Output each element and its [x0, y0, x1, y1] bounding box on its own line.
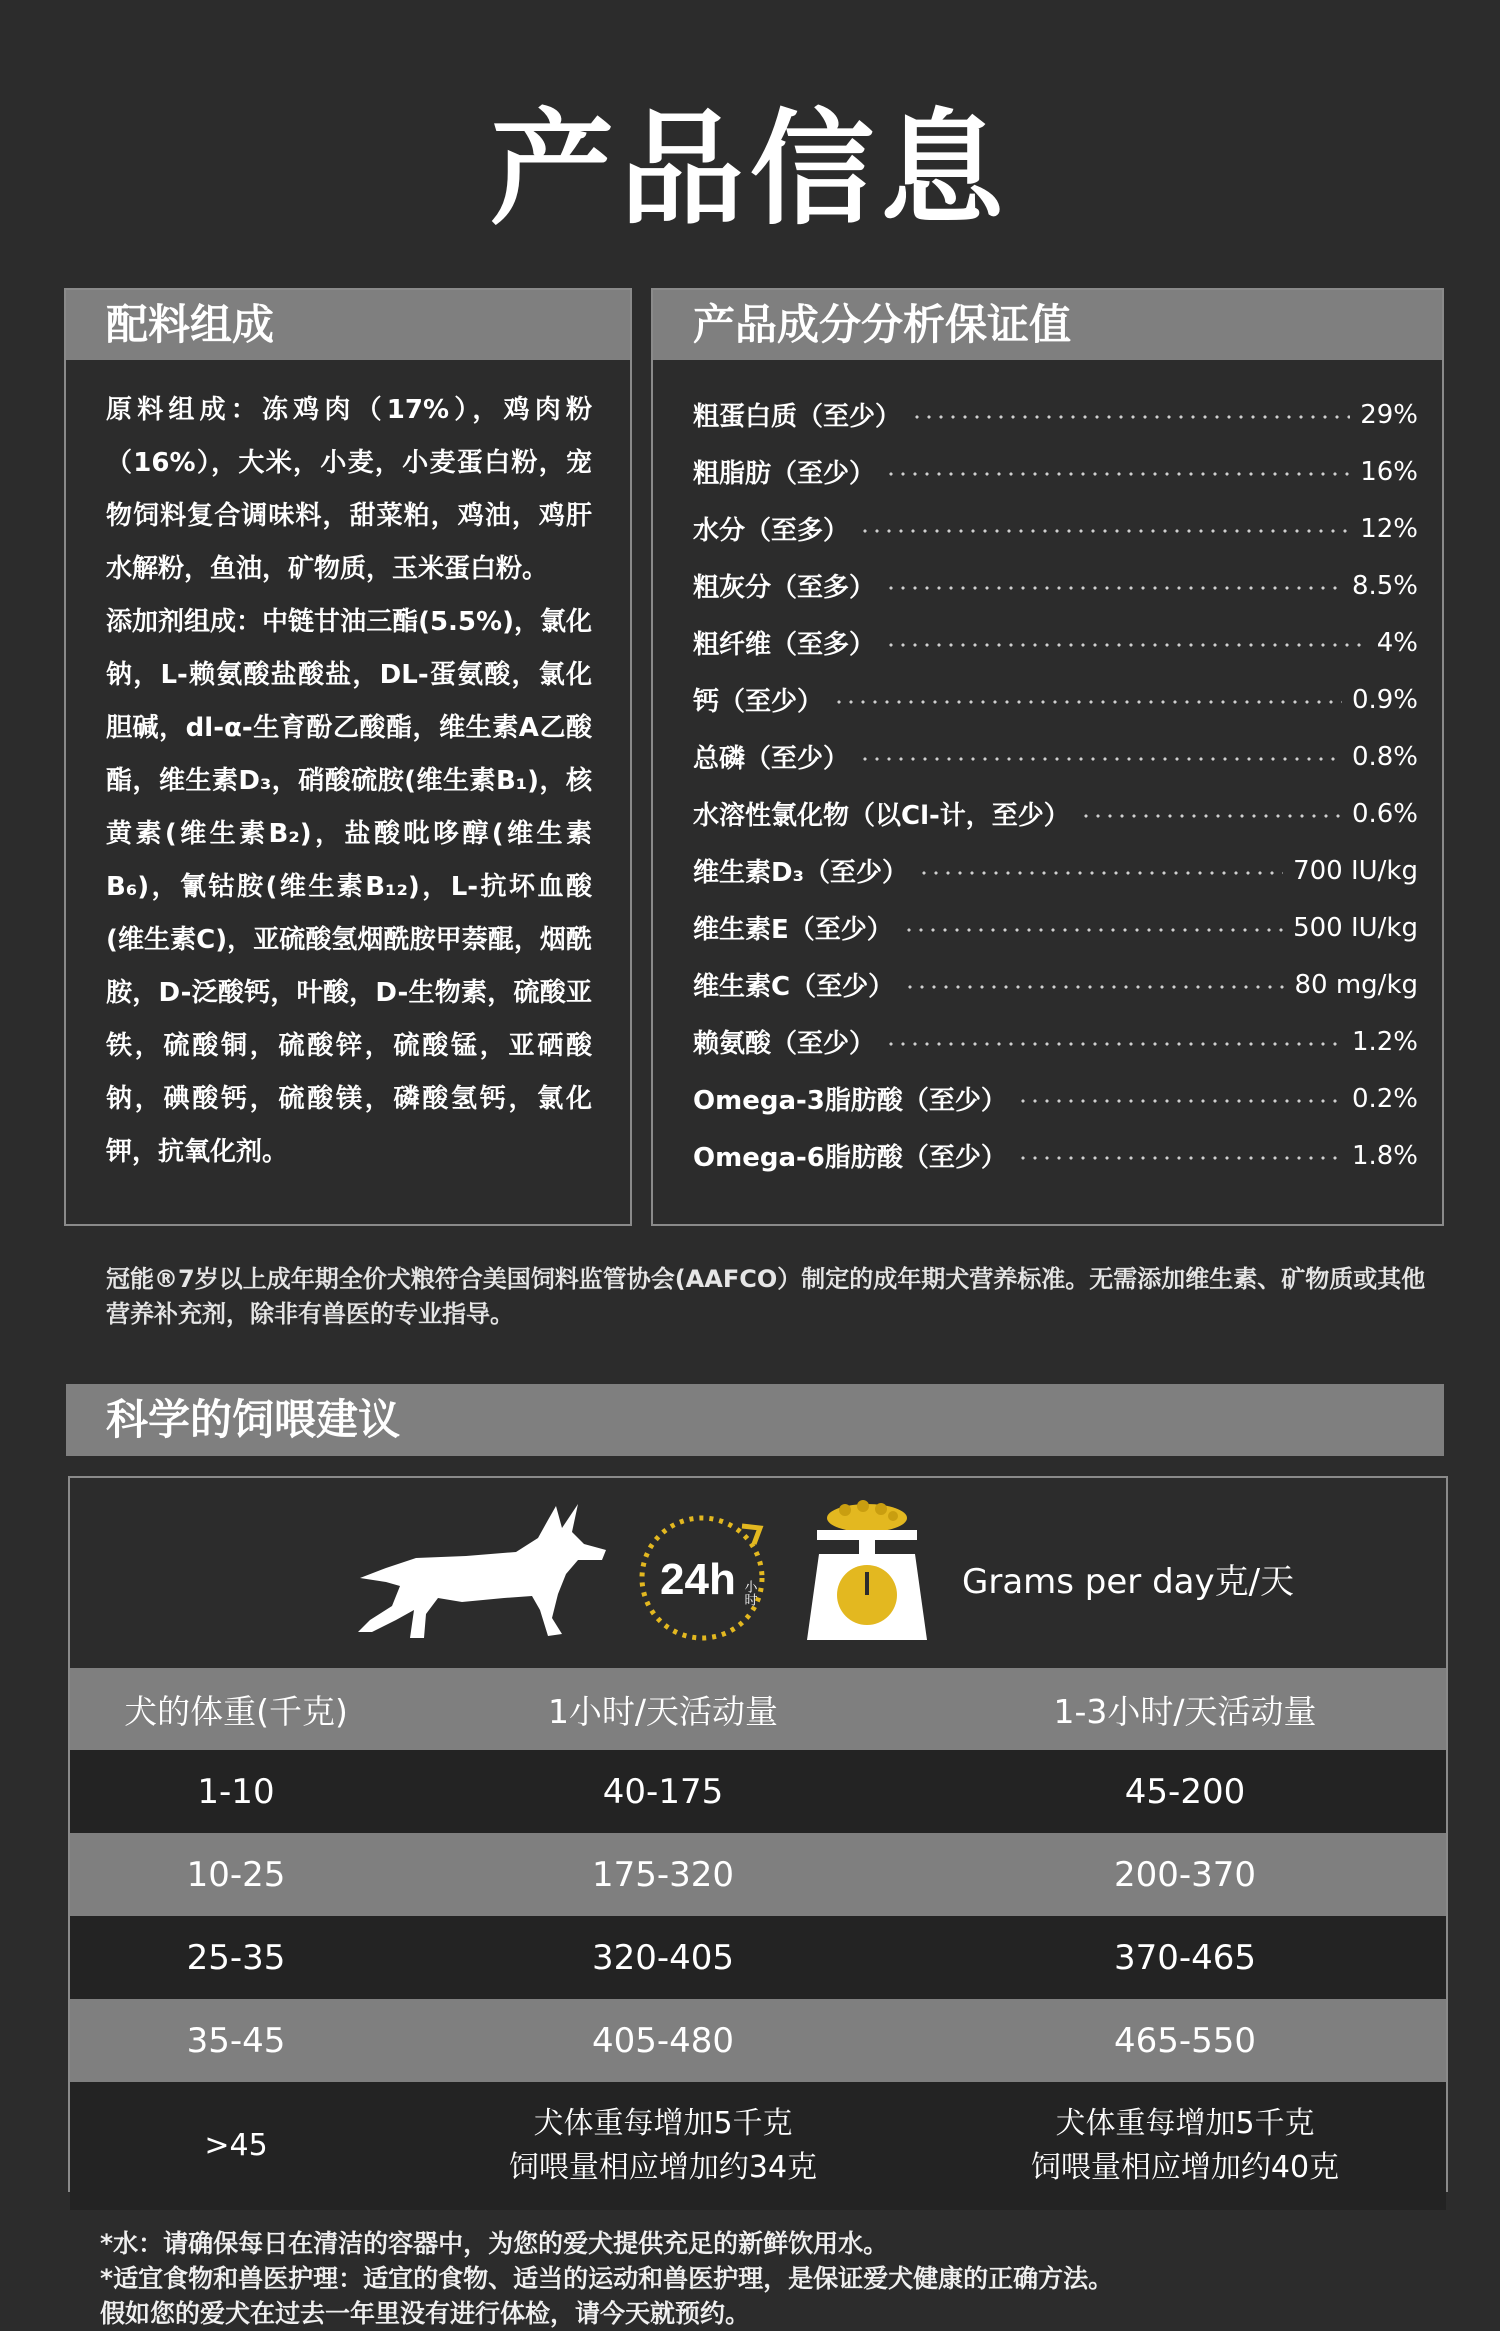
footer-notes: [100, 2226, 1460, 2331]
dotted-leader: [1017, 1156, 1342, 1160]
raw-ingredients: [106, 384, 592, 596]
dotted-leader: [918, 871, 1283, 875]
water-note: *水：请确保每日在清洁的容器中，为您的爱犬提供充足的新鲜饮用水。: [100, 2229, 889, 2258]
analysis-row: [693, 386, 1418, 443]
weight-cell: 1-10: [70, 1750, 402, 1833]
raw-ingredients-label: 原料组成：: [106, 395, 262, 425]
analysis-row: [693, 1127, 1418, 1184]
dotted-leader: [1080, 814, 1342, 818]
additives: [106, 596, 592, 1179]
analysis-name: 粗脂肪（至少）: [693, 459, 876, 489]
dotted-leader: [859, 529, 1350, 533]
header-weight: 犬的体重(千克): [70, 1668, 402, 1750]
table-row: [70, 1999, 1446, 2082]
analysis-row: [693, 500, 1418, 557]
analysis-name: 粗灰分（至多）: [693, 573, 876, 603]
dotted-leader: [885, 1042, 1342, 1046]
analysis-name: 钙（至少）: [693, 687, 824, 717]
analysis-name: 总磷（至少）: [693, 744, 850, 774]
analysis-value: 1.8%: [1351, 1140, 1418, 1171]
analysis-value: 0.8%: [1351, 741, 1418, 772]
analysis-list: [653, 360, 1442, 1184]
analysis-heading: 产品成分分析保证值: [653, 290, 1442, 360]
analysis-name: 水溶性氯化物（以Cl-计，至少）: [693, 801, 1070, 831]
amount-1-3h-line2: 饲喂量相应增加约40克: [1030, 2150, 1340, 2185]
analysis-row: [693, 1013, 1418, 1070]
dotted-leader: [885, 586, 1342, 590]
analysis-value: 8.5%: [1351, 570, 1418, 601]
analysis-value: 80 mg/kg: [1294, 969, 1418, 1000]
amount-1h-cell: [402, 2082, 924, 2210]
amount-1h-line1: 犬体重每增加5千克: [533, 2106, 793, 2141]
analysis-row: [693, 1070, 1418, 1127]
analysis-name: 粗纤维（至多）: [693, 630, 876, 660]
analysis-row: [693, 728, 1418, 785]
analysis-row: [693, 557, 1418, 614]
ingredients-panel: [64, 288, 632, 1226]
amount-1-3h-cell: 370-465: [924, 1916, 1446, 1999]
analysis-value: 4%: [1376, 627, 1418, 658]
amount-1h-cell: 405-480: [402, 1999, 924, 2082]
24h-clock-icon: [630, 1498, 780, 1648]
raw-ingredients-text: 冻鸡肉（17%），鸡肉粉（16%），大米，小麦，小麦蛋白粉，宠物饲料复合调味料，甜菜粕，鸡油，鸡肝水解粉，鱼油，矿物质，玉米蛋白粉。: [106, 395, 592, 584]
dotted-leader: [911, 415, 1350, 419]
amount-1-3h-cell: [924, 2082, 1446, 2210]
analysis-name: Omega-3脂肪酸（至少）: [693, 1086, 1007, 1116]
amount-1h-cell: 40-175: [402, 1750, 924, 1833]
page-title: 产品信息: [489, 98, 1010, 242]
amount-1h-cell: 175-320: [402, 1833, 924, 1916]
grams-per-day-label: Grams per day克/天: [962, 1562, 1295, 1602]
analysis-row: [693, 614, 1418, 671]
amount-1-3h-cell: 465-550: [924, 1999, 1446, 2082]
amount-1h-line2: 饲喂量相应增加约34克: [508, 2150, 818, 2185]
amount-1-3h-line1: 犬体重每增加5千克: [1055, 2106, 1315, 2141]
dotted-leader: [885, 643, 1367, 647]
analysis-value: 16%: [1360, 456, 1418, 487]
feeding-heading: 科学的饲喂建议: [66, 1384, 1444, 1456]
weight-cell: 35-45: [70, 1999, 402, 2082]
analysis-row: [693, 956, 1418, 1013]
analysis-value: 700 IU/kg: [1293, 855, 1418, 886]
analysis-row: [693, 785, 1418, 842]
dotted-leader: [833, 700, 1342, 704]
amount-1h-cell: 320-405: [402, 1916, 924, 1999]
feeding-icons-row: [70, 1478, 1446, 1668]
analysis-panel: [651, 288, 1444, 1226]
analysis-name: 维生素C（至少）: [693, 972, 895, 1002]
analysis-value: 12%: [1360, 513, 1418, 544]
amount-1-3h-cell: 200-370: [924, 1833, 1446, 1916]
analysis-name: 维生素E（至少）: [693, 915, 893, 945]
analysis-row: [693, 671, 1418, 728]
analysis-row: [693, 899, 1418, 956]
feeding-table-header: [70, 1668, 1446, 1750]
weight-cell: >45: [70, 2082, 402, 2210]
analysis-value: 29%: [1360, 399, 1418, 430]
feeding-table: [70, 1668, 1446, 2210]
analysis-row: [693, 443, 1418, 500]
clock-small-text: 小时: [742, 1580, 758, 1606]
header-activity-1h: 1小时/天活动量: [402, 1668, 924, 1750]
ingredients-body: [66, 360, 630, 1179]
table-row: [70, 1916, 1446, 1999]
weight-cell: 25-35: [70, 1916, 402, 1999]
analysis-name: 水分（至多）: [693, 516, 850, 546]
header-activity-1-3h: 1-3小时/天活动量: [924, 1668, 1446, 1750]
weight-cell: 10-25: [70, 1833, 402, 1916]
table-row: [70, 2082, 1446, 2210]
dotted-leader: [904, 985, 1284, 989]
kitchen-scale-icon: [797, 1500, 937, 1650]
care-note: *适宜食物和兽医护理：适宜的食物、适当的运动和兽医护理，是保证爱犬健康的正确方法。: [100, 2264, 1114, 2293]
analysis-value: 500 IU/kg: [1293, 912, 1418, 943]
checkup-note: 假如您的爱犬在过去一年里没有进行体检，请今天就预约。: [100, 2299, 751, 2328]
analysis-value: 0.9%: [1351, 684, 1418, 715]
ingredients-heading: 配料组成: [66, 290, 630, 360]
analysis-name: 粗蛋白质（至少）: [693, 402, 902, 432]
dotted-leader: [903, 928, 1283, 932]
dog-icon: [326, 1498, 626, 1648]
additives-label: 添加剂组成：: [106, 607, 263, 637]
analysis-value: 1.2%: [1351, 1026, 1418, 1057]
aafco-note: 冠能®7岁以上成年期全价犬粮符合美国饲料监管协会(AAFCO）制定的成年期犬营养标准。无需添加维生素、矿物质或其他营养补充剂，除非有兽医的专业指导。: [106, 1265, 1426, 1328]
dotted-leader: [885, 472, 1350, 476]
analysis-name: 赖氨酸（至少）: [693, 1029, 876, 1059]
table-row: [70, 1833, 1446, 1916]
analysis-value: 0.6%: [1351, 798, 1418, 829]
dotted-leader: [859, 757, 1342, 761]
amount-1-3h-cell: 45-200: [924, 1750, 1446, 1833]
table-row: [70, 1750, 1446, 1833]
clock-text: 24h: [660, 1555, 736, 1604]
dotted-leader: [1017, 1099, 1342, 1103]
additives-text: 中链甘油三酯(5.5%)，氯化钠，L-赖氨酸盐酸盐，DL-蛋氨酸，氯化胆碱，dl-α-生育酚乙酸酯，维生素A乙酸酯，维生素D₃，硝酸硫胺(维生素B₁)，核黄素(维生素B₂)，盐酸吡哆醇(维生素B₆)，氰钴胺(维生素B₁₂)，L-抗坏血酸(维生素C)，亚硫酸氢烟酰胺甲萘醌，烟酰胺，D-泛酸钙，叶酸，D-生物素，硫酸亚铁，硫酸铜，硫酸锌，硫酸锰，亚硒酸钠，碘酸钙，硫酸镁，磷酸氢钙，氯化钾，抗氧化剂。: [106, 607, 592, 1167]
analysis-name: 维生素D₃（至少）: [693, 858, 908, 888]
feeding-panel: [68, 1476, 1448, 2192]
analysis-name: Omega-6脂肪酸（至少）: [693, 1143, 1007, 1173]
analysis-row: [693, 842, 1418, 899]
analysis-value: 0.2%: [1351, 1083, 1418, 1114]
